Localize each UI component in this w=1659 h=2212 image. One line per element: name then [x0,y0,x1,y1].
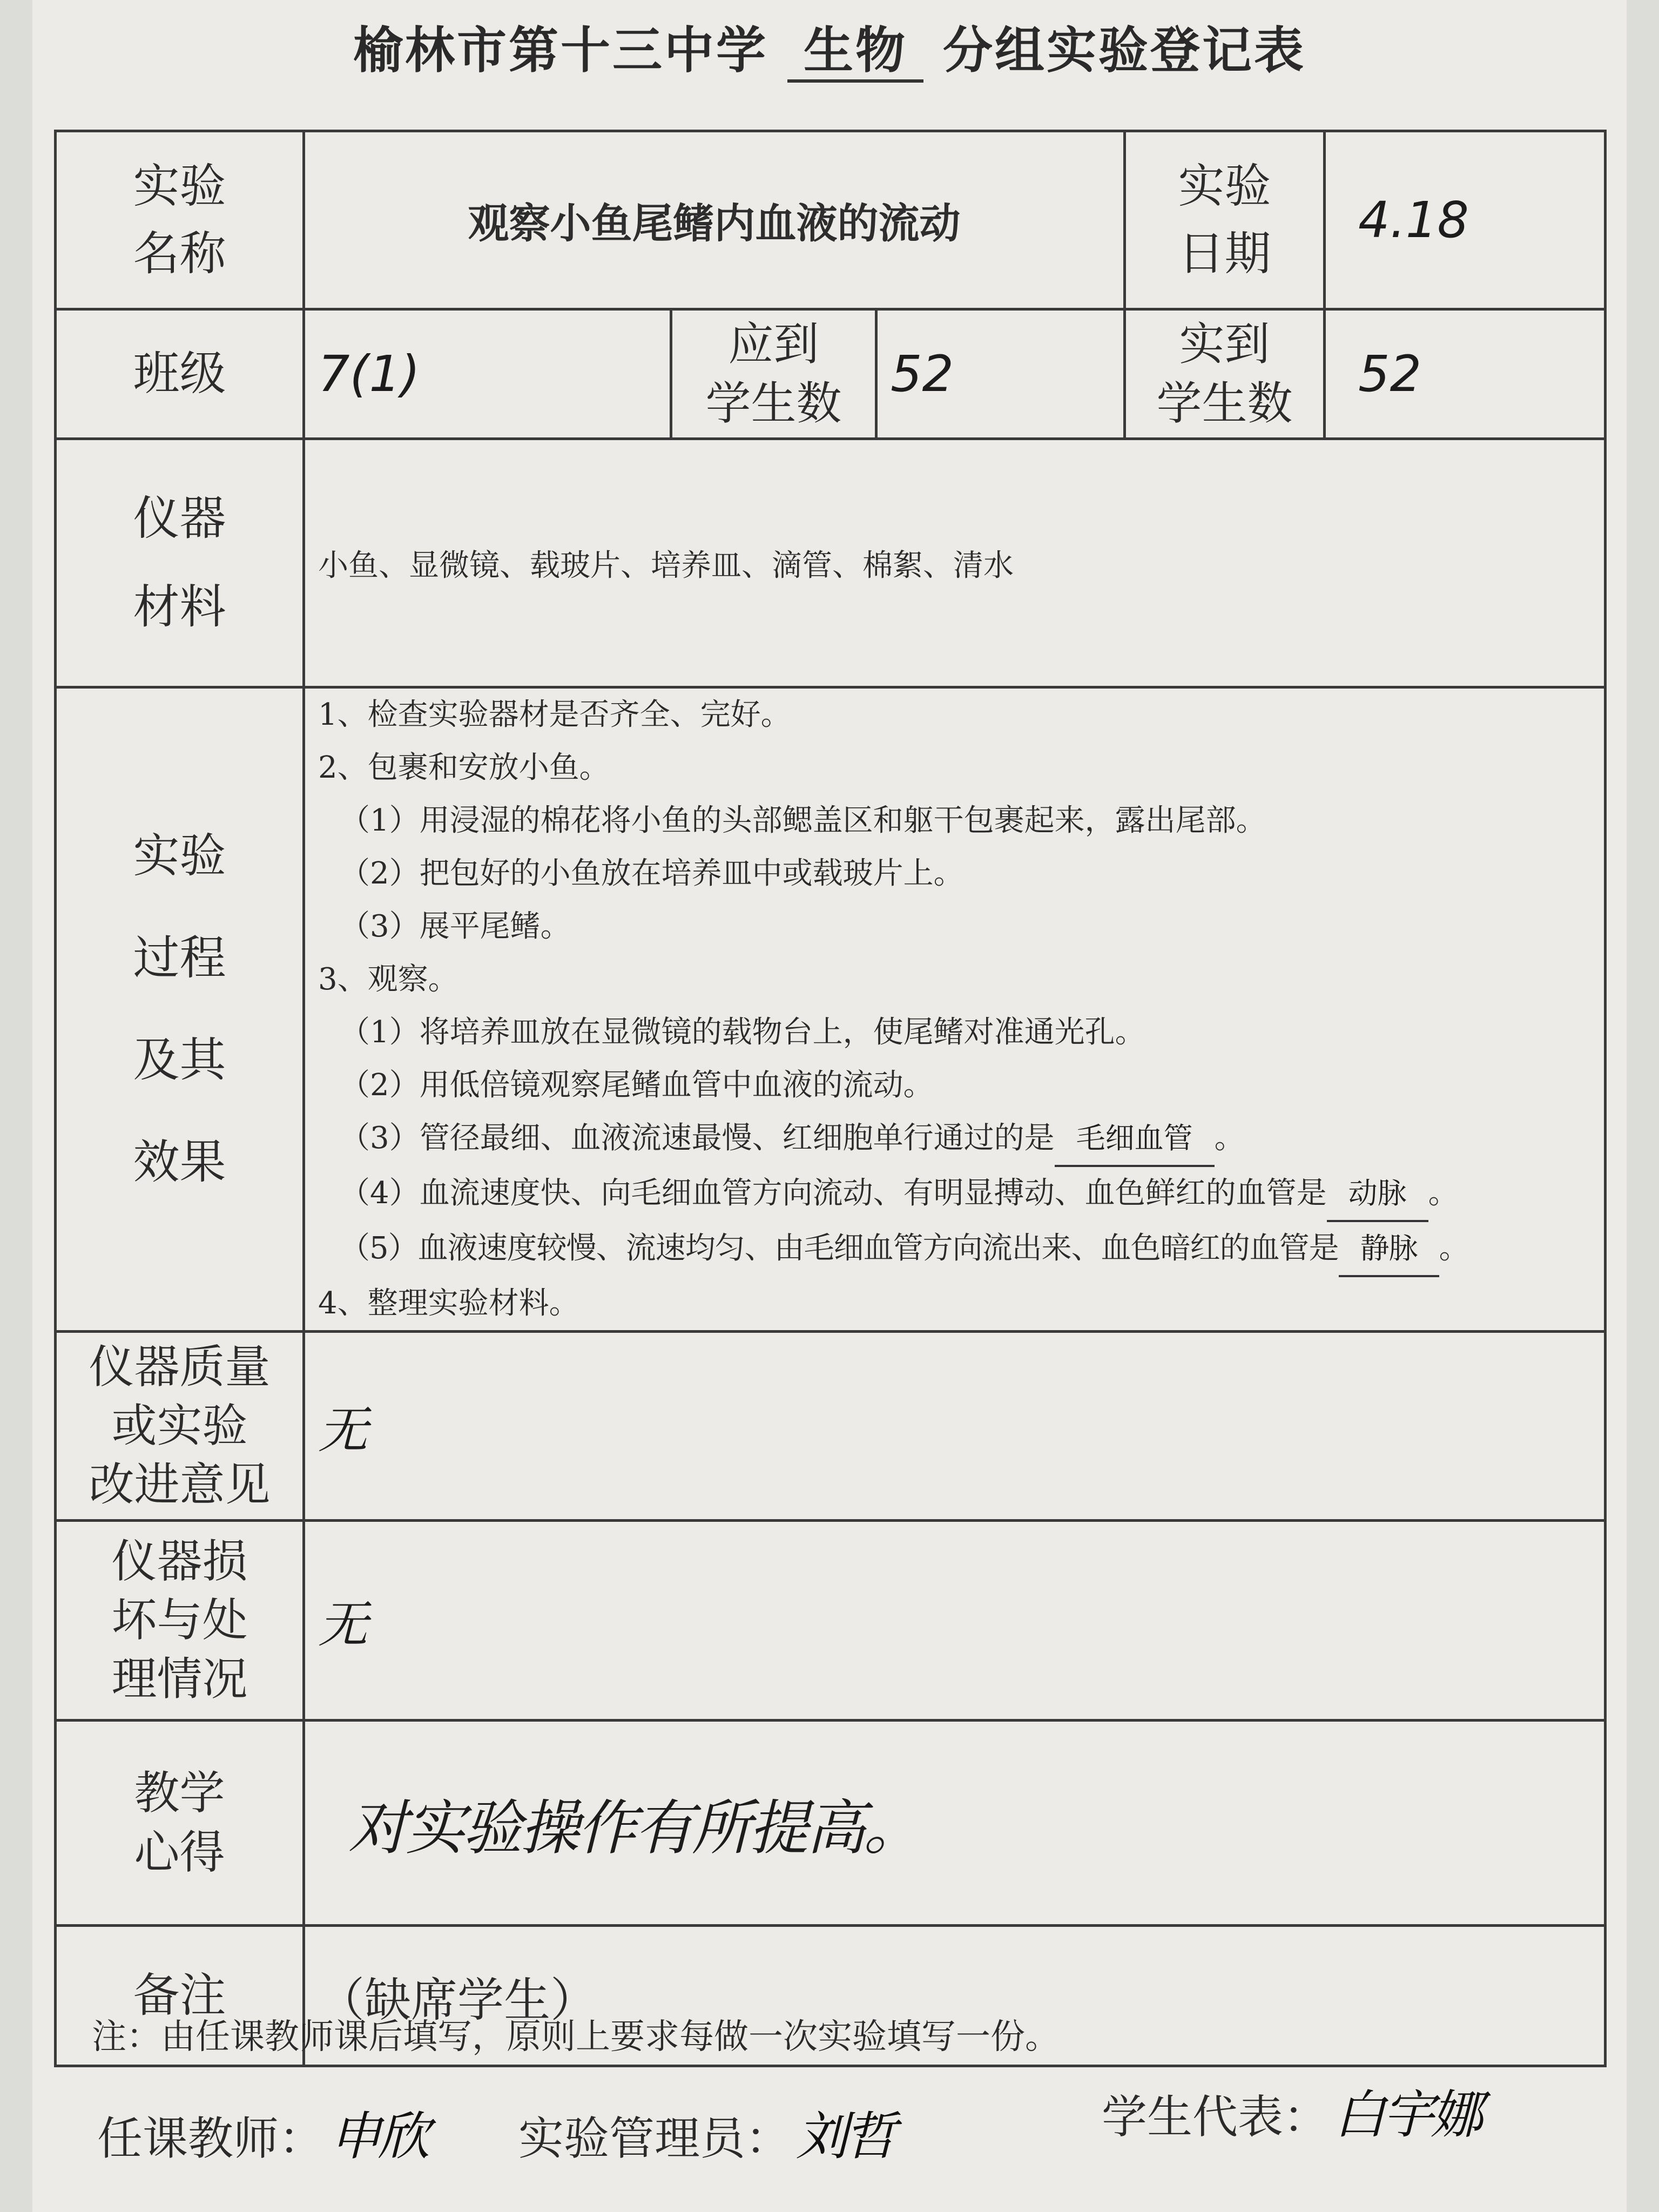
step-3-3 [318,1112,1591,1167]
improvement-value: 无 [304,1332,1606,1521]
form-title [32,11,1627,82]
step-3-4 [318,1167,1591,1222]
teacher-signature [97,2095,427,2169]
label-class: 班级 [56,309,304,439]
label-actual-students-text: 实到 学生数 [1156,318,1293,430]
label-process [56,687,304,1332]
teacher-label: 任课教师： [97,2112,325,2165]
answer-capillary: 毛细血管 [1055,1112,1215,1167]
step-3-4-text: （4）血流速度快、向毛细血管方向流动、有明显搏动、血色鲜红的血管是 [340,1176,1327,1211]
step-3-1: （1）将培养皿放在显微镜的载物台上，使尾鳍对准通光孔。 [340,1015,1145,1050]
reflection-value: 对实验操作有所提高。 [304,1721,1606,1926]
label-experiment-name [56,131,304,309]
step-3: 3、观察。 [318,962,458,997]
damage-value: 无 [304,1521,1606,1721]
label-process-text: 实验 过程 及其 效果 [133,828,226,1190]
title-school: 榆林市第十三中学 [353,21,768,79]
row-experiment-name [56,131,1606,309]
label-materials [56,439,304,687]
row-process [56,687,1606,1332]
step-2-1: （1）用浸湿的棉花将小鱼的头部鳃盖区和躯干包裹起来，露出尾部。 [340,803,1266,838]
student-signature [1102,2074,1480,2148]
registration-table [54,130,1607,2067]
answer-vein: 静脉 [1339,1222,1439,1277]
step-3-4-period: 。 [1428,1176,1459,1211]
title-subject: 生物 [787,21,923,83]
label-reflection-text: 教学 心得 [134,1766,225,1879]
row-materials [56,439,1606,687]
label-improvement [56,1332,304,1521]
step-3-5-period: 。 [1439,1231,1469,1266]
label-expected-students [671,309,876,439]
form-sheet [32,0,1627,2212]
expected-students-value: 52 [876,309,1125,439]
step-2-2: （2）把包好的小鱼放在培养皿中或载玻片上。 [340,856,964,891]
actual-students-value: 52 [1325,309,1606,439]
admin-signature-text: 刘哲 [796,2106,894,2167]
step-3-3-period: 。 [1214,1121,1245,1156]
teacher-signature-text: 申欣 [329,2106,427,2167]
answer-artery: 动脉 [1327,1167,1428,1222]
title-form-name: 分组实验登记表 [943,21,1306,79]
row-improvement [56,1332,1606,1521]
experiment-date-value: 4.18 [1325,131,1606,309]
label-damage-text: 仪器损 坏与处 理情况 [111,1534,248,1706]
student-signature-text: 白宇娜 [1334,2085,1480,2145]
label-damage [56,1521,304,1721]
label-materials-text: 仪器 材料 [133,491,226,634]
label-improvement-text: 仪器质量 或实验 改进意见 [89,1340,271,1512]
step-2: 2、包裹和安放小鱼。 [318,750,610,785]
process-steps [304,687,1606,1332]
footnote: 注：由任课教师课后填写，原则上要求每做一次实验填写一份。 [92,2017,1060,2057]
row-class-counts [56,309,1606,439]
row-damage [56,1521,1606,1721]
step-3-3-text: （3）管径最细、血液流速最慢、红细胞单行通过的是 [340,1121,1055,1156]
step-1: 1、检查实验器材是否齐全、完好。 [318,697,791,732]
materials-value: 小鱼、显微镜、载玻片、培养皿、滴管、棉絮、清水 [304,439,1606,687]
label-experiment-name-text: 实验 名称 [133,159,226,281]
signature-row [97,2074,1588,2167]
experiment-name-value: 观察小鱼尾鳍内血液的流动 [304,131,1125,309]
step-3-2: （2）用低倍镜观察尾鳍血管中血液的流动。 [340,1068,934,1103]
label-remarks: 备注 [56,1926,304,2066]
step-3-5 [318,1222,1591,1277]
class-value: 7(1) [304,309,671,439]
label-experiment-date [1125,131,1325,309]
step-3-5-text: （5）血液速度较慢、流速均匀、由毛细血管方向流出来、血色暗红的血管是 [340,1231,1339,1266]
remarks-value: （缺席学生） [304,1926,1606,2066]
row-reflection [56,1721,1606,1926]
label-experiment-date-text: 实验 日期 [1178,159,1271,281]
student-label: 学生代表： [1102,2090,1329,2143]
admin-label: 实验管理员： [518,2112,791,2165]
step-2-3: （3）展平尾鳍。 [340,909,571,944]
label-reflection [56,1721,304,1926]
label-actual-students [1125,309,1325,439]
step-4: 4、整理实验材料。 [318,1286,579,1321]
label-expected-students-text: 应到 学生数 [705,318,842,430]
admin-signature [518,2095,893,2169]
